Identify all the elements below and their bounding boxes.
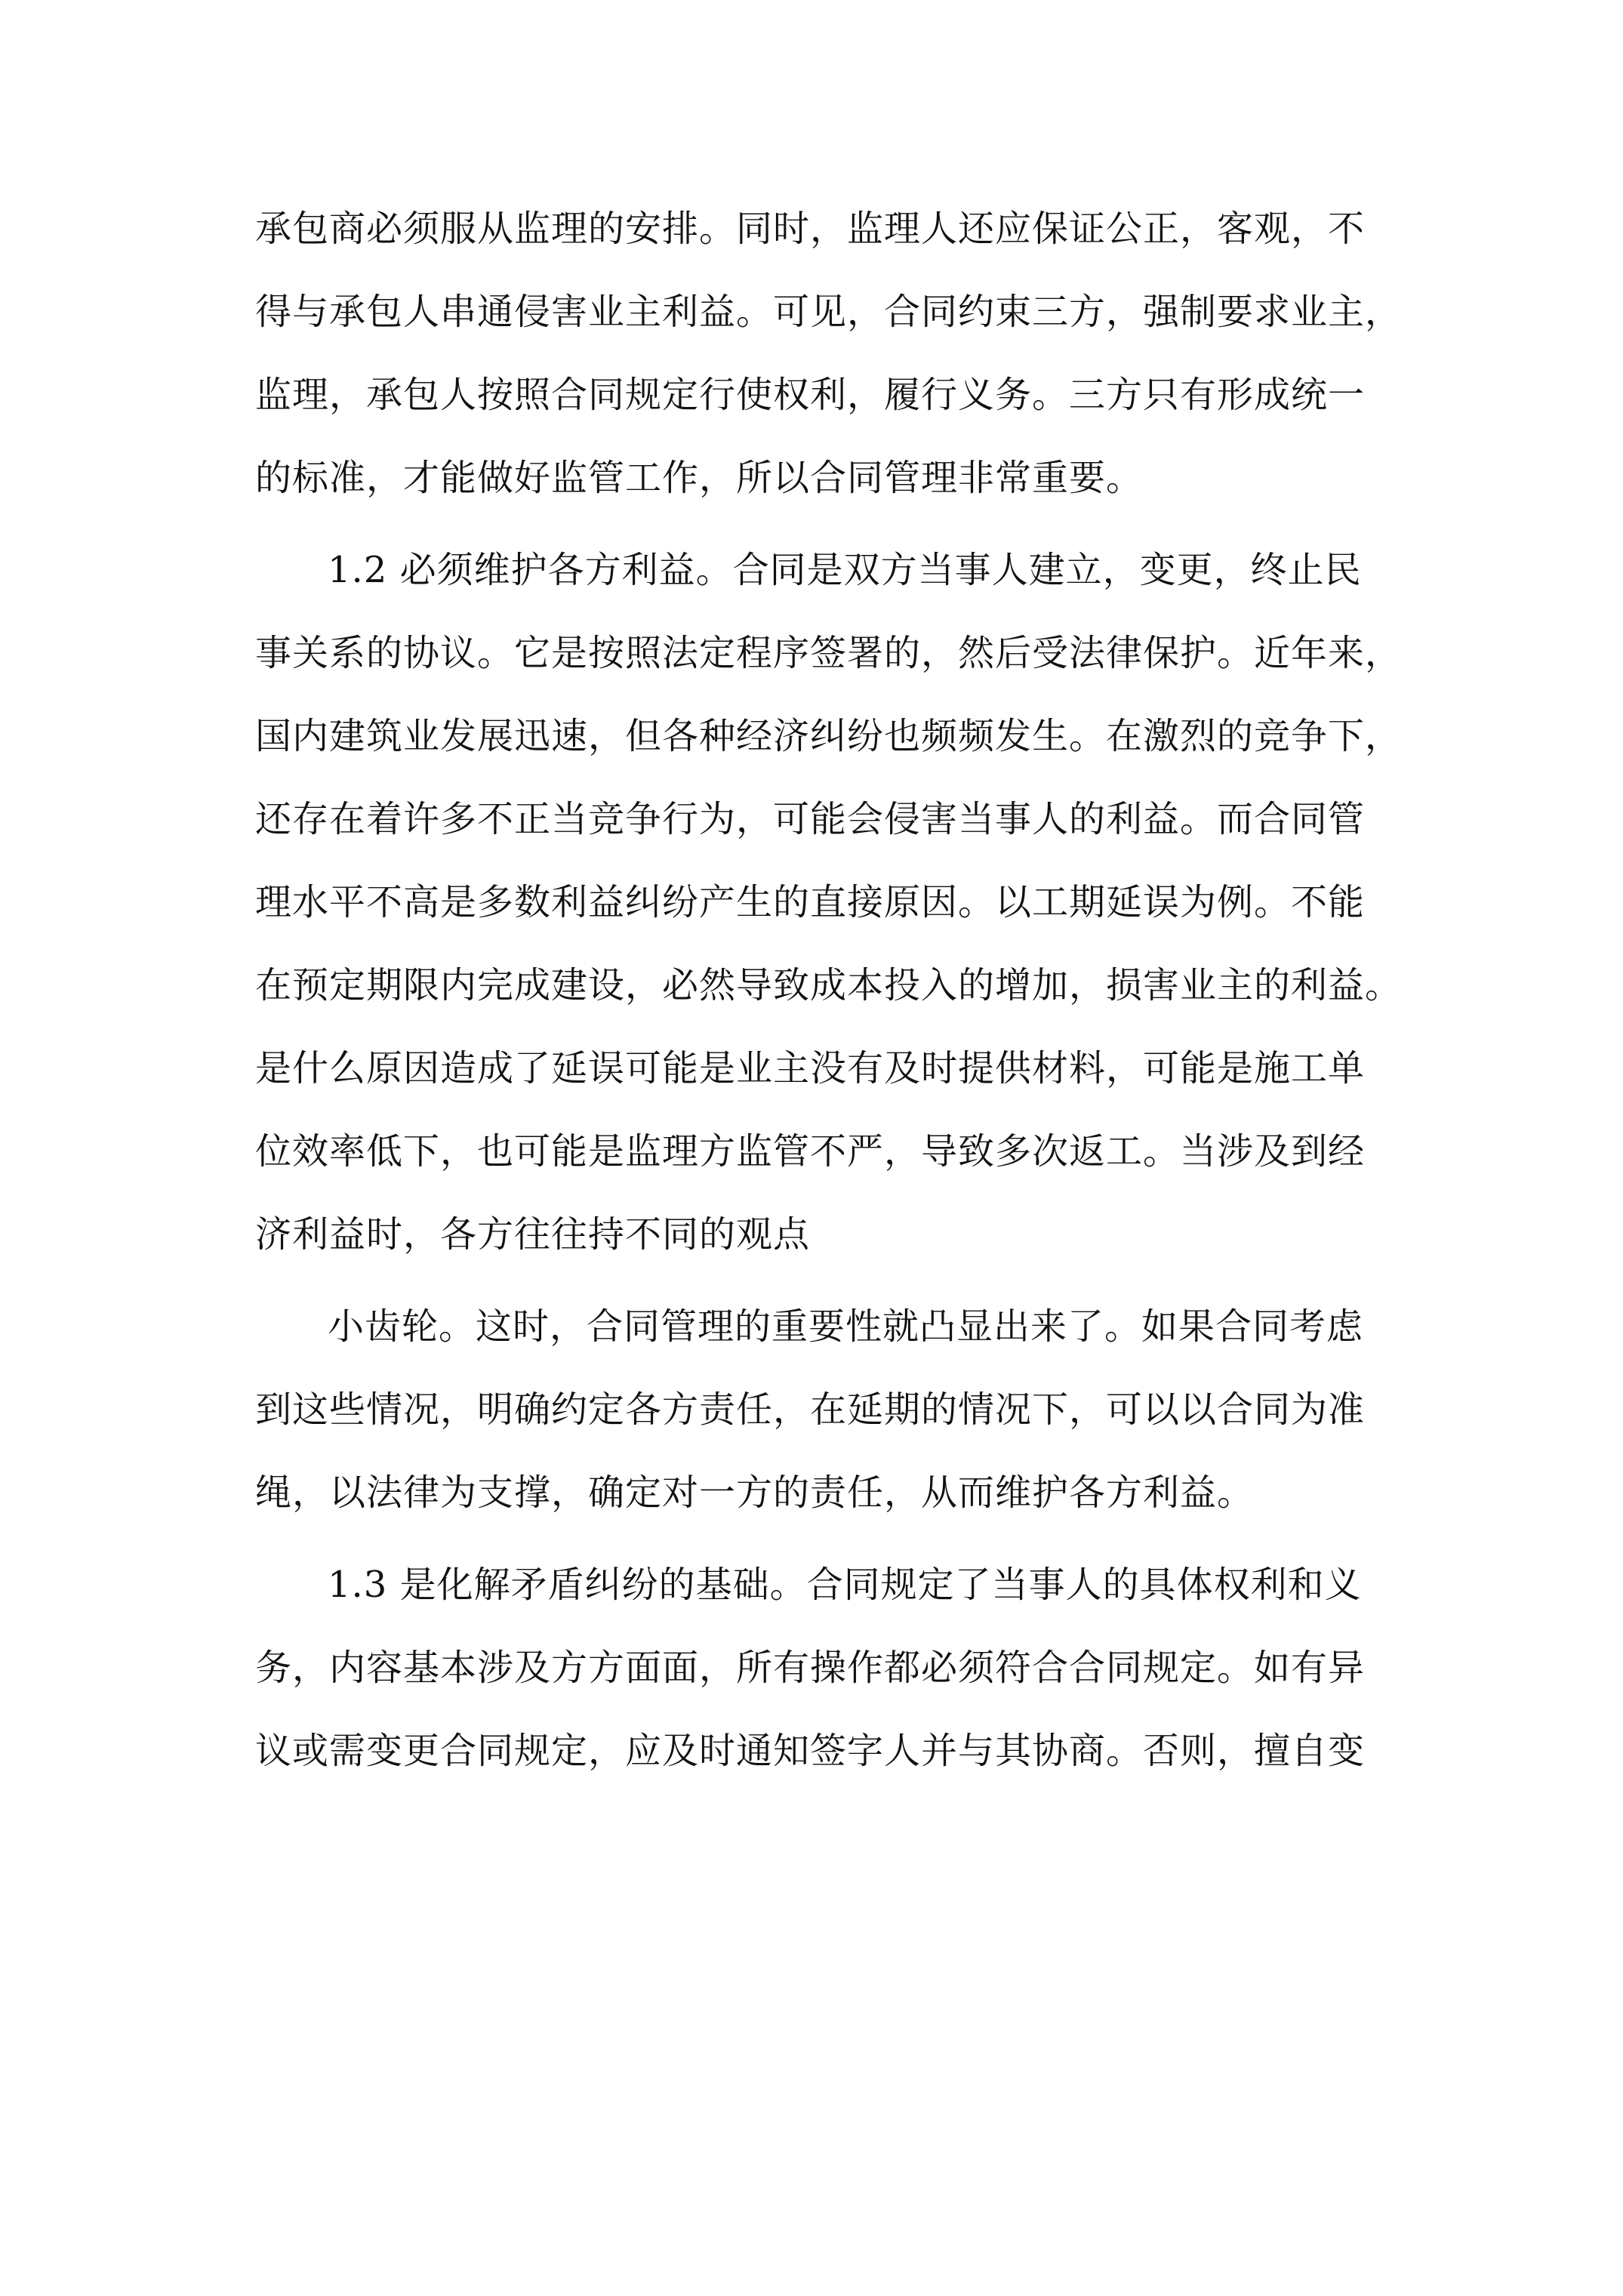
text-line: 理水平不高是多数利益纠纷产生的直接原因。以工期延误为例。不能 [255, 881, 1366, 923]
text-line: 事关系的协议。它是按照法定程序签署的，然后受法律保护。近年来， [255, 632, 1403, 674]
paragraph-spacer [255, 1276, 1380, 1285]
document-body [255, 187, 1403, 1792]
paragraph-contract-importance [255, 1285, 1380, 1534]
paragraph-contract-supervision [255, 187, 1403, 519]
paragraph-section-1-2 [255, 529, 1403, 1276]
text-line: 还存在着许多不正当竞争行为，可能会侵害当事人的利益。而合同管 [255, 798, 1366, 840]
text-line: 小齿轮。这时，合同管理的重要性就凸显出来了。如果合同考虑 [328, 1305, 1364, 1348]
paragraph-spacer [255, 519, 1380, 529]
text-line: 国内建筑业发展迅速，但各种经济纠纷也频频发生。在激烈的竞争下， [255, 715, 1403, 757]
text-line: 承包商必须服从监理的安排。同时，监理人还应保证公正，客观，不 [255, 208, 1366, 250]
text-line: 1.3 是化解矛盾纠纷的基础。合同规定了当事人的具体权利和义 [328, 1564, 1362, 1606]
text-line: 是什么原因造成了延误可能是业主没有及时提供材料，可能是施工单 [255, 1047, 1366, 1089]
text-line: 务，内容基本涉及方方面面，所有操作都必须符合合同规定。如有异 [255, 1647, 1366, 1689]
text-line: 绳，以法律为支撑，确定对一方的责任，从而维护各方利益。 [255, 1472, 1255, 1514]
text-line: 得与承包人串通侵害业主利益。可见，合同约束三方，强制要求业主， [255, 291, 1403, 333]
paragraph-section-1-3 [255, 1543, 1380, 1792]
text-line: 1.2 必须维护各方利益。合同是双方当事人建立，变更，终止民 [328, 549, 1362, 591]
paragraph-spacer [255, 1534, 1380, 1543]
text-line: 议或需变更合同规定，应及时通知签字人并与其协商。否则，擅自变 [255, 1730, 1366, 1772]
text-line: 到这些情况，明确约定各方责任，在延期的情况下，可以以合同为准 [255, 1388, 1366, 1431]
text-line: 济利益时，各方往往持不同的观点 [255, 1213, 811, 1256]
text-line: 的标准，才能做好监管工作，所以合同管理非常重要。 [255, 457, 1144, 499]
text-line: 位效率低下，也可能是监理方监管不严，导致多次返工。当涉及到经 [255, 1130, 1366, 1173]
text-line: 在预定期限内完成建设，必然导致成本投入的增加，损害业主的利益。 [255, 964, 1403, 1006]
text-line: 监理，承包人按照合同规定行使权利，履行义务。三方只有形成统一 [255, 374, 1366, 416]
